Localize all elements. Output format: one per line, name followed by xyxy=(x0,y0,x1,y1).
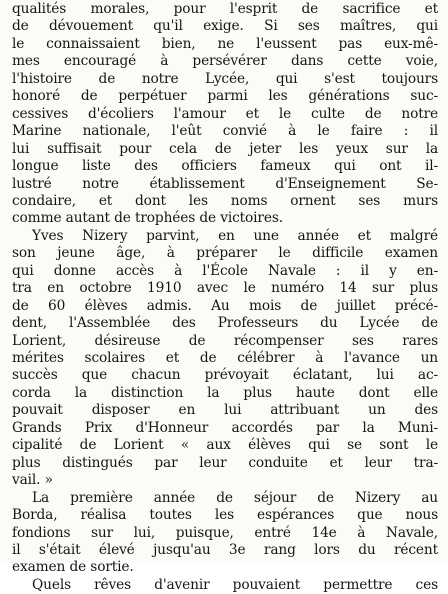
text-line: plus distingués par leur conduite et leur tra- xyxy=(12,454,438,471)
text-line: son jeune âge, à préparer le difficile examen xyxy=(12,245,438,262)
text-line: examen de sortie. xyxy=(12,559,134,576)
text-line: Lorient, désireuse de récompenser ses rares xyxy=(12,332,438,349)
text-line: il s'était élevé jusqu'au 3e rang lors du récent xyxy=(12,541,438,558)
text-line: tra en octobre 1910 avec le numéro 14 sur plus xyxy=(12,280,438,297)
text-line: longue liste des officiers fameux qui ont il- xyxy=(12,158,438,175)
text-line: Borda, réalisa toutes les espérances que nous xyxy=(12,507,438,524)
text-line: honoré de perpétuer parmi les générations suc- xyxy=(12,88,438,105)
text-line: Quels rêves d'avenir pouvaient permettre ces xyxy=(32,576,438,593)
text-line: condaire, et dont les noms ornent ses murs xyxy=(12,192,438,209)
text-line: pouvait disposer en lui attribuant un des xyxy=(12,402,438,419)
text-line: lui suffisait pour cela de jeter les yeux sur la xyxy=(12,140,438,157)
text-line: Marine nationale, l'eût convié à le faire : il xyxy=(12,123,438,140)
text-line: de 60 élèves admis. Au mois de juillet précé- xyxy=(12,297,438,314)
text-line: cipalité de Lorient « aux élèves qui se sont le xyxy=(12,437,438,454)
text-line: comme autant de trophées de victoires. xyxy=(12,210,283,227)
text-line: lustré notre établissement d'Enseignement Se- xyxy=(12,175,438,192)
text-line: de dévouement qu'il exige. Si ses maîtres, qui xyxy=(12,18,438,35)
text-line: Grands Prix d'Honneur accordés par la Muni- xyxy=(12,419,438,436)
text-line: l'histoire de notre Lycée, qui s'est toujours xyxy=(12,70,438,87)
text-line: le connaissaient bien, ne l'eussent pas eux-mê- xyxy=(12,35,438,52)
text-line: dent, l'Assemblée des Professeurs du Lycée de xyxy=(12,315,438,332)
text-line: qui donne accès à l'École Navale : il y en- xyxy=(12,262,438,279)
text-line: Yves Nizery parvint, en une année et malgré xyxy=(32,227,438,244)
text-line: succès que chacun prévoyait éclatant, lui ac- xyxy=(12,367,438,384)
text-line: La première année de séjour de Nizery au xyxy=(32,489,438,506)
text-line: cessives d'écoliers l'amour et le culte de notre xyxy=(12,105,438,122)
text-line: corda la distinction la plus haute dont elle xyxy=(12,384,438,401)
text-line: qualités morales, pour l'esprit de sacrifice et xyxy=(12,1,438,17)
text-line: mérites scolaires et de célébrer à l'avance un xyxy=(12,350,438,366)
text-line: vail. » xyxy=(12,472,53,489)
text-line: fondions sur lui, puisque, entré 14e à Navale, xyxy=(12,524,438,541)
text-line: mes encouragé à persévérer dans cette voie, xyxy=(12,53,438,70)
